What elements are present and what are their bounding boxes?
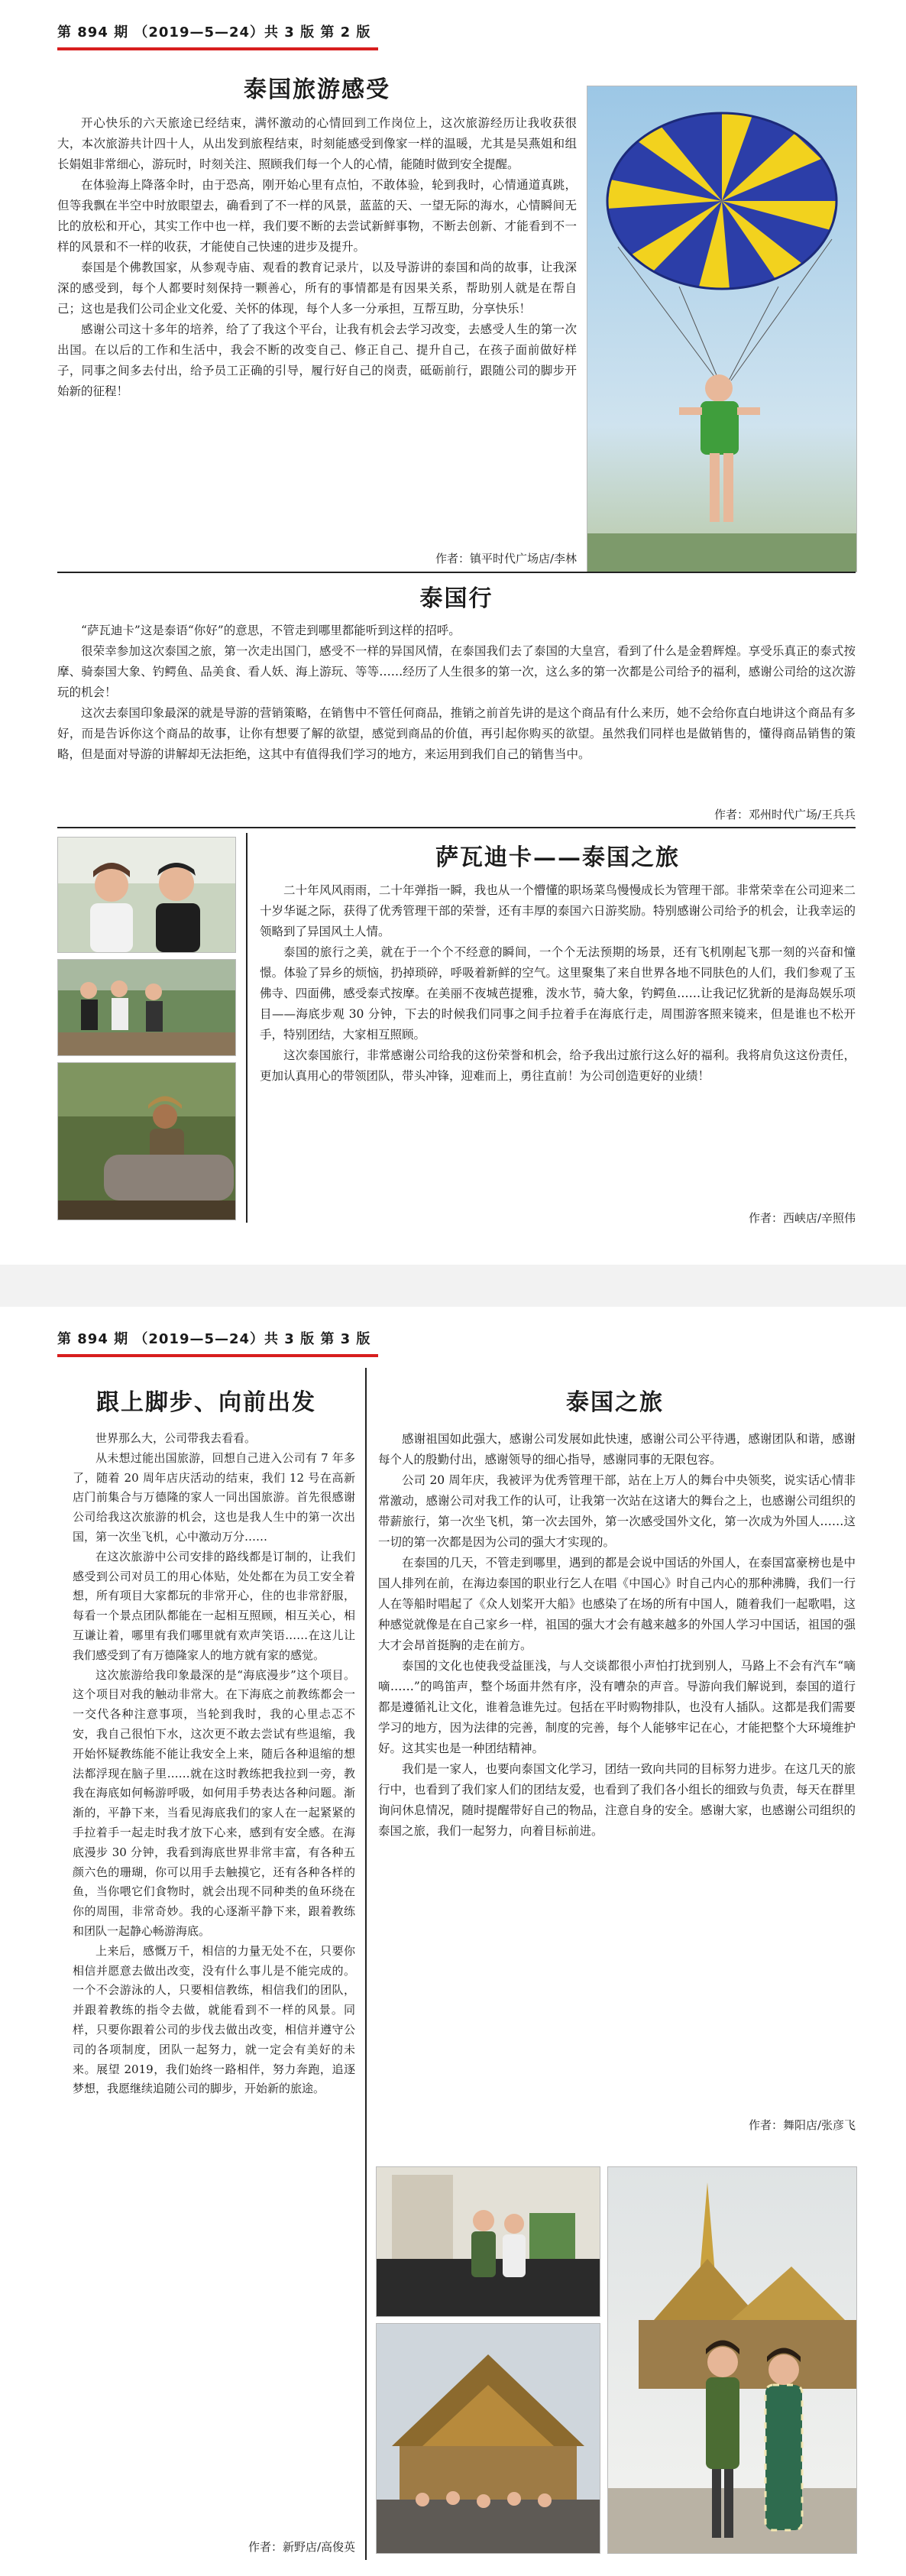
travel-photo-grand-palace	[607, 2166, 857, 2554]
article-body	[378, 1429, 856, 1842]
paragraph: 感谢公司这十多年的培养，给了了我这个平台，让我有机会去学习改变，去感受人生的第一次出国。在以后的工作和生活中，我会不断的改变自己、修正自己、提升自己，在孩子面前做好样子，同事之间多去付出，给予员工正确的引导，履行好自己的岗责，砥砺前行，跟随公司的脚步开始新的征程！	[57, 322, 577, 398]
paragraph: “萨瓦迪卡”这是泰语“你好”的意思，不管走到哪里都能听到这样的招呼。	[81, 624, 461, 637]
article-body	[260, 880, 856, 1087]
travel-photo-selfie	[57, 837, 236, 953]
article-title: 跟上脚步、向前出发	[96, 1389, 316, 1416]
paragraph: 我们是一家人，也要向泰国文化学习，团结一致向共同的目标努力进步。在这几天的旅行中，也看到了我们家人们的团结友爱，也看到了我们各小组长的细致与负责，每天在群里询问休息情况，随时提醒带好自己的物品，注意自身的安全。感谢大家，也感谢公司组织的泰国之旅，我们一起努力，向着目标前进。	[378, 1762, 856, 1838]
travel-photo-group	[57, 959, 236, 1056]
page-2	[0, 0, 906, 1265]
paragraph: 这次旅游给我印象最深的是“海底漫步”这个项目。这个项目对我的触动非常大。在下海底之前教练都会一一交代各种注意事项，当轮到我时，我的心里忐忑不安，我自己很怕下水，这次更不敢去尝试有些退缩，我开始怀疑教练能不能让我安全上来，随后各种退缩的想法都浮现在脑子里……就在这时教练把我拉到一旁，教我在海底如何畅游呼吸，如何用手势表达各种问题。渐渐的，平静下来，当看见海底我们的家人在一起紧紧的手拉着手一起走时我才放下心来，感到有安全感。在海底漫步 30 分钟，我看到海底世界非常丰富，有各种五颜六色的珊瑚，你可以用手去触摸它，还有各种各样的鱼，当你喂它们食物时，就会出现不同种类的鱼环绕在你的周围，非常奇妙。我的心逐渐平静下来，跟着教练和团队一起静心畅游海底。	[73, 1667, 355, 1938]
author-line: 作者：邓州时代广场/王兵兵	[713, 808, 856, 821]
parasailing-photo	[587, 86, 857, 572]
travel-photo-temple-group	[376, 2323, 600, 2554]
paragraph: 感谢祖国如此强大，感谢公司发展如此快速，感谢公司公平待遇，感谢团队和谐，感谢每个人的殷勤付出，感谢领导的细心指导，感谢同事的无限包容。	[378, 1432, 856, 1466]
article-title: 泰国行	[419, 585, 493, 612]
paragraph: 泰国的文化也使我受益匪浅，与人交谈都很小声怕打扰到别人，马路上不会有汽车“嘀嘀……”的鸣笛声，整个场面井然有序，没有嘈杂的声音。导游向我们解说到，泰国的道行都是遵循礼让文化，谁着急谁先过。包括在平时购物排队，也没有人插队。这都是我们需要学习的地方，因为法律的完善，制度的完善，每个人能够牢记在心，才能把整个大环境维护好。这其实也是一种团结精神。	[378, 1659, 856, 1755]
paragraph: 从未想过能出国旅游，回想自己进入公司有 7 年多了，随着 20 周年店庆活动的结束，我们 12 号在高新店门前集合与万德隆的家人一同出国旅游。首先很感谢公司给我这次旅游的机会，这也是我人生中的第一次出国，第一次坐飞机，心中激动万分……	[73, 1450, 355, 1544]
column-divider	[246, 833, 248, 1223]
paragraph: 这次泰国旅行，非常感谢公司给我的这份荣誉和机会，给予我出过旅行这么好的福利。我将肩负这这份责任，更加认真用心的带领团队，带头冲锋，迎难而上，勇往直前！为公司创造更好的业绩！	[260, 1048, 856, 1083]
issue-header: 第 894 期 （2019—5—24）共 3 版 第 2 版	[57, 24, 371, 41]
paragraph: 上来后，感慨万千，相信的力量无处不在，只要你相信并愿意去做出改变，没有什么事儿是不能完成的。一个不会游泳的人，只要相信教练，相信我们的团队，并跟着教练的指令去做，就能看到不一样的风景。同样，只要你跟着公司的步伐去做出改变，相信并遵守公司的各项制度，团队一起努力，就一定会有美好的未来。展望 2019，我们始终一路相伴，努力奔跑，追逐梦想，我愿继续追随公司的脚步，开始新的旅途。	[73, 1943, 355, 2096]
paragraph: 二十年风风雨雨，二十年弹指一瞬，我也从一个懵懂的职场菜鸟慢慢成长为管理干部。非常荣幸在公司迎来二十岁华诞之际，获得了优秀管理干部的荣誉，还有丰厚的泰国六日游奖励。特别感谢公司给予的机会，让我幸运的领略到了异国风土人情。	[260, 883, 856, 938]
author-line: 作者：新野店/高俊英	[248, 2540, 355, 2554]
paragraph: 在体验海上降落伞时，由于恐高，刚开始心里有点怕，不敢体验，轮到我时，心情通道真跳，但等我飘在半空中时放眼望去，确看到了不一样的风景，蓝蓝的天、一望无际的海水，心情瞬间无比的放松和开心，其实工作中也一样，我们要不断的去尝试新鲜事物，不断去创新、才能看到不一样的风景和不一样的收获，才能使自己快速的进步及提升。	[57, 178, 577, 254]
author-line: 作者：西峡店/辛照伟	[748, 1211, 856, 1225]
header-rule	[57, 47, 378, 50]
section-divider	[57, 827, 856, 828]
page-separator	[0, 1265, 906, 1307]
article-body	[73, 1429, 355, 2099]
paragraph: 在这次旅游中公司安排的路线都是订制的，让我们感受到公司对员工的用心体贴，处处都在为员工安全着想，所有项目大家都玩的非常开心，住的也非常舒服，每看一个景点团队都能在一起相互照顾，相互关心，相互谦让着，哪里有我们哪里就有欢声笑语……在这儿让我们感受到了有万德隆家人的地方就有家的感觉。	[73, 1549, 355, 1662]
header-rule	[57, 1354, 378, 1357]
paragraph: 泰国的旅行之美，就在于一个个不经意的瞬间，一个个无法预期的场景，还有飞机刚起飞那一刻的兴奋和憧憬。体验了异乡的烦恼，扔掉琐碎，呼吸着新鲜的空气。这里聚集了来自世界各地不同肤色的人们，我们参观了玉佛寺、四面佛，感受泰式按摩。在美丽不夜城芭提雅，泼水节，骑大象，钓鳄鱼……让我记忆犹新的是海岛娱乐项目——海底步观 30 分钟，下去的时候我们同事之间手拉着手在海底行走，周围游客照来镜来，但是谁也不松开手，特别团结，大家相互照顾。	[260, 945, 856, 1042]
author-line: 作者：镇平时代广场店/李林	[435, 552, 577, 565]
paragraph: 世界那么大，公司带我去看看。	[95, 1431, 257, 1445]
page-3	[0, 1307, 906, 2576]
paragraph: 这次去泰国印象最深的就是导游的营销策略，在销售中不管任何商品，推销之前首先讲的是这个商品有什么来历，她不会给你直白地讲这个商品有多好，而是告诉你这个商品的故事，让你有想要了解的欲望，感觉到商品的价值，再引起你购买的欲望。虽然我们同样也是做销售的，懂得商品销售的策略，但是面对导游的讲解却无法拒绝，这其中有值得我们学习的地方，来运用到我们自己的销售当中。	[57, 706, 856, 761]
article-title: 萨瓦迪卡——泰国之旅	[435, 844, 680, 871]
column-divider	[365, 1368, 367, 2560]
paragraph: 很荣幸参加这次泰国之旅，第一次走出国门，感受不一样的异国风情，在泰国我们去了泰国的大皇宫，看到了什么是金碧辉煌。享受乐真正的泰式按摩、骑泰国大象、钓鳄鱼、品美食、看人妖、海上游玩、等等……经历了人生很多的第一次，这么多的第一次都是公司给予的福利，感谢公司给的这次游玩的机会！	[57, 644, 856, 699]
author-line: 作者：舞阳店/张彦飞	[748, 2118, 856, 2132]
paragraph: 在泰国的几天，不管走到哪里，遇到的都是会说中国话的外国人，在泰国富豪榜也是中国人排列在前，在海边泰国的职业行乞人在唱《中国心》时自己内心的那种沸腾，我们一行人在等船时唱起了《众人划桨开大船》也感染了在场的所有中国人，随着我们一起歌唱，这种感觉就像是在自己家乡一样，祖国的强大才会有越来越多的外国人学习中国话，祖国的强大才会昂首挺胸的走在前方。	[378, 1556, 856, 1652]
paragraph: 公司 20 周年庆，我被评为优秀管理干部，站在上万人的舞台中央领奖，说实话心情非常激动，感谢公司对我工作的认可，让我第一次站在这诸大的舞台之上，也感谢公司组织的带薪旅行，第一次坐飞机，第一次去国外，第一次感受国外文化，第一次成为外国人……这一切的第一次都是因为公司的强大才实现的。	[378, 1473, 856, 1549]
travel-photo-lobby	[376, 2166, 600, 2317]
paragraph: 开心快乐的六天旅途已经结束，满怀激动的心情回到工作岗位上，这次旅游经历让我收获很大，本次旅游共计四十人，从出发到旅程结束，时刻能感受到像家一样的温暖，尤其是吴燕姐和组长娟姐非常细心，游玩时，时刻关注、照顾我们每一个人的心情，能随时做到安全提醒。	[57, 116, 577, 171]
paragraph: 泰国是个佛教国家，从参观寺庙、观看的教育记录片，以及导游讲的泰国和尚的故事，让我深深的感受到，每个人都要时刻保持一颗善心，所有的事情都是有因果关系，帮助别人就是在帮自己；这也是我们公司企业文化爱、关怀的体现，每个人多一分承担，互帮互助，分享快乐！	[57, 261, 577, 316]
article-title: 泰国之旅	[566, 1389, 664, 1416]
article-body	[57, 621, 856, 765]
section-divider	[57, 572, 856, 573]
article-title: 泰国旅游感受	[244, 76, 390, 103]
issue-header: 第 894 期 （2019—5—24）共 3 版 第 3 版	[57, 1331, 371, 1347]
article-body	[57, 113, 577, 402]
travel-photo-elephant-ride	[57, 1062, 236, 1220]
